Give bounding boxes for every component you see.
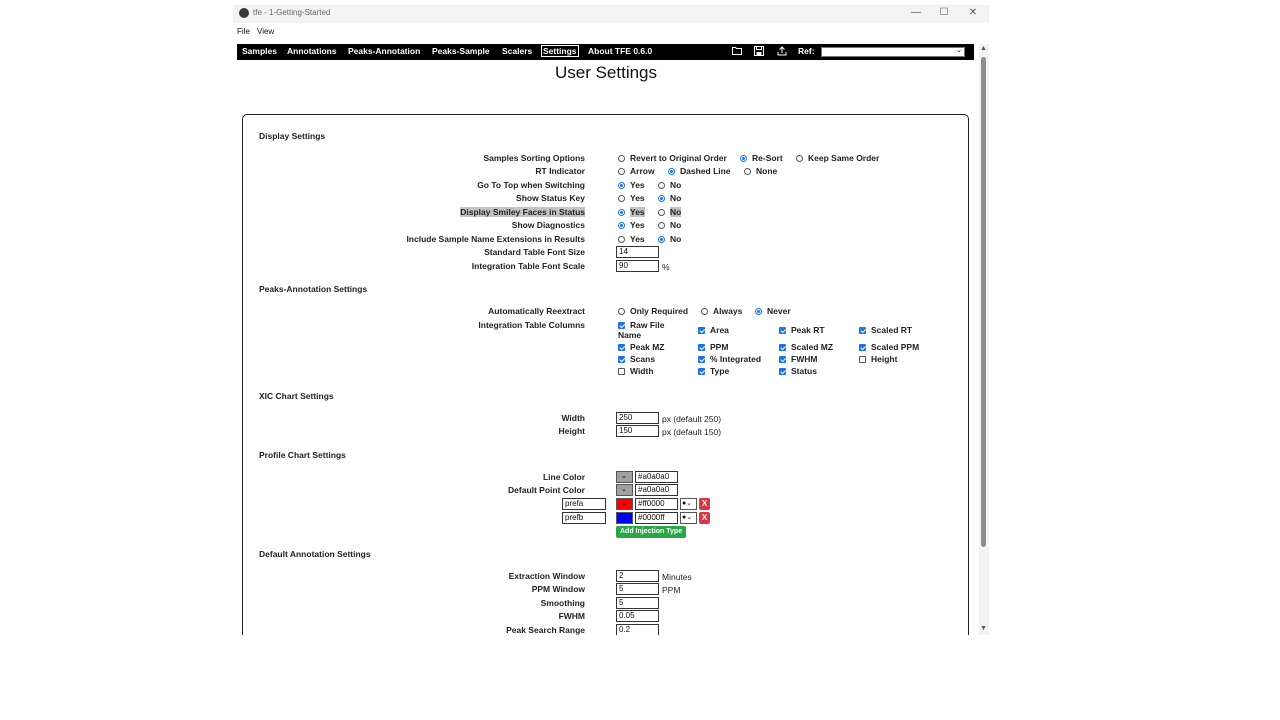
smiley-no[interactable]: No [658, 207, 681, 217]
fwhm-label: FWHM [558, 611, 585, 621]
rt-option-arrow[interactable]: Arrow [618, 166, 655, 176]
xic-width-label: Width [561, 413, 585, 423]
sorting-option-resort[interactable]: Re-Sort [740, 153, 783, 163]
window-title: tfe - 1-Getting-Started [253, 8, 331, 17]
checkbox-checked-icon[interactable] [698, 327, 705, 334]
std-font-label: Standard Table Font Size [484, 247, 585, 257]
save-icon[interactable] [753, 46, 764, 56]
radio-icon[interactable] [618, 236, 625, 243]
column-integrated[interactable]: % Integrated [698, 354, 761, 364]
point-color-input[interactable]: #a0a0a0 [635, 484, 678, 496]
nav-annotations[interactable]: Annotations [287, 46, 337, 56]
radio-checked-icon[interactable] [618, 222, 625, 229]
checkbox-checked-icon[interactable] [618, 344, 625, 351]
radio-checked-icon[interactable] [658, 195, 665, 202]
radio-icon[interactable] [618, 308, 625, 315]
checkbox-icon[interactable] [618, 368, 625, 375]
injection-color-swatch[interactable] [616, 512, 633, 524]
minimize-button[interactable]: — [911, 7, 921, 18]
smoothing-label: Smoothing [540, 598, 585, 608]
go-top-label: Go To Top when Switching [477, 180, 585, 190]
remove-injection-button[interactable]: X [699, 512, 710, 524]
remove-injection-button[interactable]: X [699, 498, 710, 510]
maximize-button[interactable]: ☐ [939, 7, 949, 18]
nav-samples[interactable]: Samples [242, 46, 277, 56]
peak-search-range-input[interactable]: 0.2 [616, 624, 659, 635]
name-ext-no[interactable]: No [658, 234, 681, 244]
column-status[interactable]: Status [779, 366, 817, 376]
radio-checked-icon[interactable] [740, 155, 747, 162]
radio-icon[interactable] [796, 155, 803, 162]
ref-select[interactable] [821, 47, 965, 57]
reextract-always[interactable]: Always [701, 306, 742, 316]
menu-file[interactable]: File [237, 27, 250, 36]
column-width[interactable]: Width [618, 366, 654, 376]
radio-checked-icon[interactable] [668, 168, 675, 175]
checkbox-checked-icon[interactable] [618, 322, 625, 329]
column-height[interactable]: Height [859, 354, 897, 364]
column-ppm[interactable]: PPM [698, 342, 728, 352]
injection-color-input[interactable]: #ff0000 [635, 498, 678, 510]
export-icon[interactable] [776, 46, 787, 56]
chevron-down-icon: ⌄ [621, 500, 627, 507]
add-injection-type-button[interactable]: Add Injection Type [616, 526, 686, 538]
ppm-window-unit: PPM [662, 585, 681, 595]
extraction-window-input[interactable]: 2 [616, 570, 659, 582]
int-font-input[interactable]: 90 [616, 260, 659, 272]
line-color-label: Line Color [542, 472, 585, 482]
rt-option-none[interactable]: None [744, 166, 777, 176]
smoothing-input[interactable]: 5 [616, 597, 659, 609]
int-font-unit: % [662, 262, 670, 272]
checkbox-checked-icon[interactable] [779, 344, 786, 351]
folder-open-icon[interactable] [732, 46, 743, 56]
radio-icon[interactable] [618, 155, 625, 162]
smiley-label: Display Smiley Faces in Status [460, 207, 585, 217]
section-default-annotation: Default Annotation Settings [259, 549, 371, 559]
radio-icon[interactable] [618, 195, 625, 202]
column-scaled-ppm[interactable]: Scaled PPM [859, 342, 919, 352]
column-type[interactable]: Type [698, 366, 729, 376]
radio-icon[interactable] [744, 168, 751, 175]
radio-icon[interactable] [658, 182, 665, 189]
radio-checked-icon[interactable] [618, 182, 625, 189]
title-bar [233, 5, 989, 23]
checkbox-icon[interactable] [859, 356, 866, 363]
column-peak-rt[interactable]: Peak RT [779, 325, 825, 335]
checkbox-checked-icon[interactable] [698, 344, 705, 351]
radio-icon[interactable] [701, 308, 708, 315]
name-ext-yes[interactable]: Yes [618, 234, 645, 244]
scrollbar[interactable] [979, 44, 989, 635]
section-display-settings: Display Settings [259, 131, 326, 141]
column-area[interactable]: Area [698, 325, 729, 335]
std-font-input[interactable]: 14 [616, 246, 659, 258]
sorting-option-keep[interactable]: Keep Same Order [796, 153, 879, 163]
sorting-label: Samples Sorting Options [483, 153, 585, 163]
section-profile-chart: Profile Chart Settings [259, 450, 346, 460]
diagnostics-label: Show Diagnostics [511, 220, 585, 230]
chevron-down-icon: ⌄ [686, 514, 693, 521]
app-window [233, 5, 989, 635]
column-fwhm[interactable]: FWHM [779, 354, 817, 364]
app-icon [239, 8, 249, 18]
xic-width-input[interactable]: 250 [616, 412, 659, 424]
scroll-up-icon[interactable]: ▲ [980, 45, 987, 52]
name-ext-label: Include Sample Name Extensions in Results [406, 234, 585, 244]
rt-option-dashed[interactable]: Dashed Line [668, 166, 731, 176]
columns-label: Integration Table Columns [478, 320, 585, 330]
scrollbar-thumb[interactable] [981, 57, 986, 547]
page-title: User Settings [554, 63, 658, 82]
int-font-label: Integration Table Font Scale [471, 261, 585, 271]
status-key-label: Show Status Key [516, 193, 585, 203]
section-peaks-annotation: Peaks-Annotation Settings [259, 284, 368, 294]
injection-color-input[interactable]: #0000ff [635, 512, 678, 524]
chevron-down-icon: ⌄ [621, 514, 627, 521]
reextract-never[interactable]: Never [755, 306, 791, 316]
chevron-down-icon: ⌄ [956, 47, 962, 54]
chevron-down-icon: ⌄ [621, 473, 627, 480]
settings-panel [242, 114, 969, 635]
column-scaled-rt[interactable]: Scaled RT [859, 325, 912, 335]
checkbox-checked-icon[interactable] [779, 368, 786, 375]
chevron-down-icon: ⌄ [686, 500, 693, 507]
diagnostics-yes[interactable]: Yes [618, 220, 645, 230]
checkbox-checked-icon[interactable] [698, 356, 705, 363]
close-button[interactable]: ✕ [968, 7, 978, 18]
line-color-swatch[interactable] [616, 471, 633, 483]
column-scaled-mz[interactable]: Scaled MZ [779, 342, 833, 352]
diagnostics-no[interactable]: No [658, 220, 681, 230]
injection-name-input[interactable]: prefb [562, 512, 606, 524]
radio-icon[interactable] [658, 222, 665, 229]
checkbox-checked-icon[interactable] [779, 356, 786, 363]
nav-peaks-sample[interactable]: Peaks-Sample [432, 46, 490, 56]
point-color-swatch[interactable] [616, 484, 633, 496]
checkbox-checked-icon[interactable] [859, 344, 866, 351]
section-xic-chart: XIC Chart Settings [259, 391, 334, 401]
reextract-label: Automatically Reextract [488, 306, 585, 316]
xic-height-unit: px (default 150) [662, 427, 722, 437]
point-color-label: Default Point Color [508, 485, 585, 495]
line-color-input[interactable]: #a0a0a0 [635, 471, 678, 483]
menu-view[interactable]: View [257, 27, 275, 36]
nav-scalers[interactable]: Scalers [502, 46, 533, 56]
checkbox-checked-icon[interactable] [618, 356, 625, 363]
status-key-yes[interactable]: Yes [618, 193, 645, 203]
nav-peaks-annotation[interactable]: Peaks-Annotation [348, 46, 421, 56]
peak-search-range-label: Peak Search Range [506, 625, 585, 635]
radio-checked-icon[interactable] [618, 209, 625, 216]
ppm-window-input[interactable]: 5 [616, 583, 659, 595]
nav-bar [237, 44, 974, 60]
extraction-window-unit: Minutes [662, 572, 692, 582]
fwhm-input[interactable]: 0.05 [616, 610, 659, 622]
smiley-yes[interactable]: Yes [618, 207, 645, 217]
sorting-option-revert[interactable]: Revert to Original Order [618, 153, 727, 163]
status-key-no[interactable]: No [658, 193, 681, 203]
xic-height-label: Height [558, 426, 585, 436]
radio-checked-icon[interactable] [658, 236, 665, 243]
extraction-window-label: Extraction Window [508, 571, 585, 581]
column-peak-mz[interactable]: Peak MZ [618, 342, 665, 352]
radio-checked-icon[interactable] [755, 308, 762, 315]
chevron-down-icon: ⌄ [621, 486, 627, 493]
nav-about[interactable]: About TFE 0.6.0 [588, 46, 653, 56]
go-top-no[interactable]: No [658, 180, 681, 190]
checkbox-checked-icon[interactable] [779, 327, 786, 334]
ppm-window-label: PPM Window [531, 584, 585, 594]
menu-bar [233, 24, 989, 42]
ref-label: Ref: [798, 46, 815, 56]
checkbox-checked-icon[interactable] [859, 327, 866, 334]
xic-width-unit: px (default 250) [662, 414, 722, 424]
column-raw-file-name[interactable]: Raw File Name [618, 320, 665, 340]
go-top-yes[interactable]: Yes [618, 180, 645, 190]
nav-settings[interactable]: Settings [543, 46, 577, 56]
radio-icon[interactable] [618, 168, 625, 175]
scroll-down-icon[interactable]: ▼ [980, 625, 987, 632]
rt-indicator-label: RT Indicator [535, 166, 585, 176]
column-scans[interactable]: Scans [618, 354, 655, 364]
injection-color-swatch[interactable] [616, 498, 633, 510]
injection-marker-select[interactable]: ●⌄ [680, 498, 697, 510]
xic-height-input[interactable]: 150 [616, 425, 659, 437]
radio-icon[interactable] [658, 209, 665, 216]
checkbox-checked-icon[interactable] [698, 368, 705, 375]
reextract-only-required[interactable]: Only Required [618, 306, 688, 316]
injection-name-input[interactable]: prefa [562, 498, 606, 510]
injection-marker-select[interactable]: ●⌄ [680, 512, 697, 524]
